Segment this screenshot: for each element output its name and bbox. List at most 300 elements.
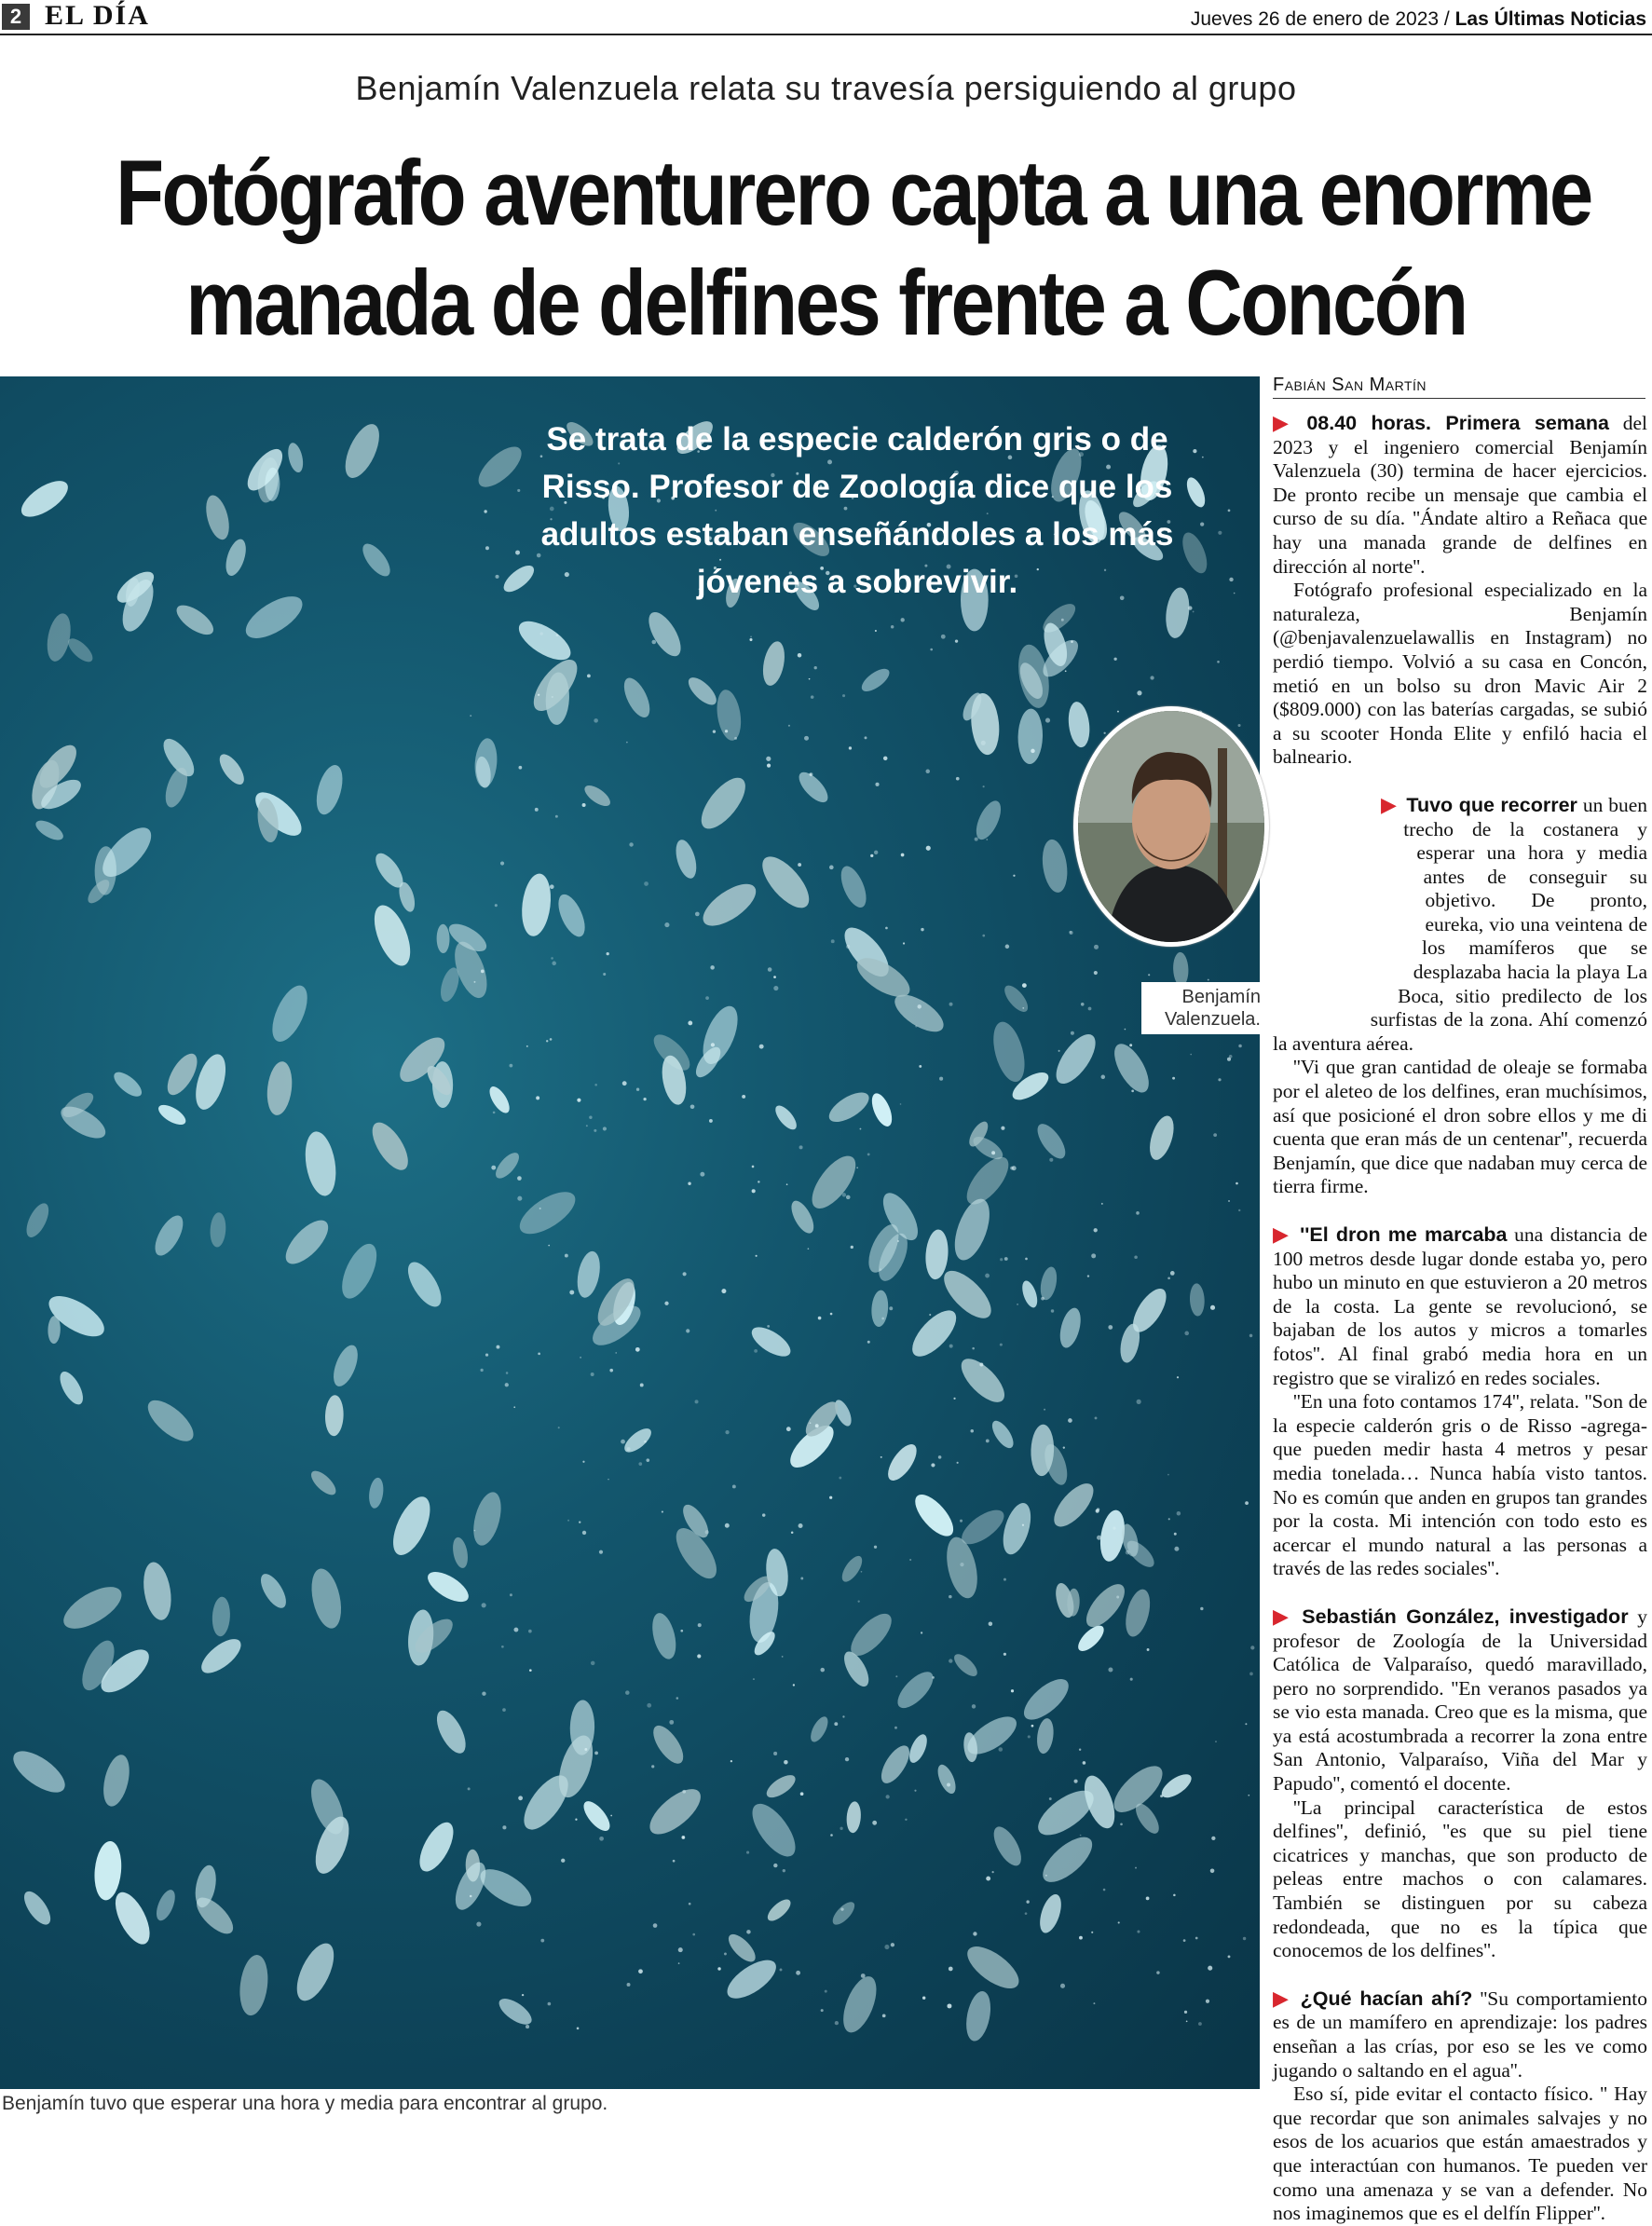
article-paragraph xyxy=(1273,1390,1647,1581)
dolphin-shape xyxy=(971,798,1005,843)
water-sparkle xyxy=(608,1479,609,1481)
water-sparkle xyxy=(579,1521,580,1523)
water-sparkle xyxy=(652,640,657,645)
dolphin-shape xyxy=(906,1732,931,1766)
dolphin-shape xyxy=(1049,1028,1103,1089)
dolphin-shape xyxy=(358,539,395,580)
dolphin-shape xyxy=(621,1425,655,1456)
dolphin-shape xyxy=(367,1477,385,1509)
red-arrow-icon: ▶ xyxy=(1273,412,1298,435)
dolphin-shape xyxy=(950,1650,980,1680)
water-sparkle xyxy=(1156,1971,1159,1973)
water-sparkle xyxy=(865,736,867,739)
dolphin-shape xyxy=(825,1086,874,1127)
water-sparkle xyxy=(1236,1182,1238,1185)
water-sparkle xyxy=(584,1748,587,1751)
water-sparkle xyxy=(1248,1795,1249,1796)
water-sparkle xyxy=(1184,1332,1189,1336)
dolphin-shape xyxy=(908,1488,960,1542)
dolphin-shape xyxy=(329,1342,362,1389)
water-sparkle xyxy=(756,1255,758,1257)
water-sparkle xyxy=(1218,1078,1221,1081)
water-sparkle xyxy=(773,986,778,990)
dolphin-shape xyxy=(212,1596,231,1637)
dolphin-shape xyxy=(1158,1769,1195,1802)
water-sparkle xyxy=(551,957,553,960)
dolphin-shape xyxy=(672,838,700,881)
water-sparkle xyxy=(901,854,905,857)
water-sparkle xyxy=(682,1837,684,1838)
water-sparkle xyxy=(1001,1127,1004,1130)
water-sparkle xyxy=(705,1530,709,1534)
dolphin-shape xyxy=(998,1500,1036,1558)
water-sparkle xyxy=(1011,1689,1014,1692)
water-sparkle xyxy=(644,881,649,886)
water-sparkle xyxy=(815,1424,819,1427)
water-sparkle xyxy=(1193,611,1195,613)
water-sparkle xyxy=(800,1792,804,1796)
water-sparkle xyxy=(881,1318,884,1320)
water-sparkle xyxy=(949,1595,952,1599)
water-sparkle xyxy=(875,783,879,786)
dolphin-shape xyxy=(836,863,871,911)
water-sparkle xyxy=(1068,1418,1072,1423)
water-sparkle xyxy=(638,1969,643,1973)
dolphin-shape xyxy=(763,1770,799,1801)
water-sparkle xyxy=(627,1983,631,1987)
dolphin-shape xyxy=(989,1417,1017,1452)
water-sparkle xyxy=(1215,1741,1217,1742)
water-sparkle xyxy=(1227,1058,1231,1061)
dolphin-shape xyxy=(249,785,308,843)
dolphin-shape xyxy=(1121,1587,1154,1639)
dateline xyxy=(1191,8,1646,31)
dolphin-shape xyxy=(1036,1829,1099,1890)
dolphin-shape xyxy=(867,1090,895,1129)
water-sparkle xyxy=(957,1462,959,1464)
water-sparkle xyxy=(1028,1735,1031,1738)
water-sparkle xyxy=(662,1510,663,1512)
water-sparkle xyxy=(986,839,988,840)
water-sparkle xyxy=(931,1463,935,1467)
water-sparkle xyxy=(1217,661,1220,663)
water-sparkle xyxy=(1208,1966,1212,1971)
dolphin-shape xyxy=(44,611,75,663)
dolphin-shape xyxy=(386,1492,438,1561)
water-sparkle xyxy=(580,1357,581,1359)
dolphin-shape xyxy=(413,1817,460,1877)
dolphin-shape xyxy=(110,1068,145,1100)
water-sparkle xyxy=(1206,2000,1209,2003)
dolphin-shape xyxy=(1040,838,1071,894)
water-sparkle xyxy=(885,927,888,930)
dolphin-shape xyxy=(57,1578,128,1637)
water-sparkle xyxy=(861,1571,863,1573)
water-sparkle xyxy=(979,1363,983,1367)
article-paragraph xyxy=(1273,579,1647,770)
water-sparkle xyxy=(1173,1894,1176,1897)
water-sparkle xyxy=(922,1996,925,1999)
water-sparkle xyxy=(734,737,737,740)
water-sparkle xyxy=(1148,974,1150,976)
water-sparkle xyxy=(1135,1867,1137,1869)
water-sparkle xyxy=(575,1819,577,1821)
dolphin-shape xyxy=(149,1211,188,1260)
water-sparkle xyxy=(1079,1749,1081,1751)
dolphin-shape xyxy=(935,1762,960,1796)
dolphin-shape xyxy=(7,1743,71,1800)
dolphin-shape xyxy=(648,1721,689,1769)
water-sparkle xyxy=(1134,1256,1138,1260)
water-sparkle xyxy=(607,952,609,955)
water-sparkle xyxy=(710,965,715,970)
water-sparkle xyxy=(594,718,598,723)
dolphin-shape xyxy=(693,771,753,836)
dolphin-shape xyxy=(99,1753,133,1809)
dolphin-shape xyxy=(279,1213,334,1270)
water-sparkle xyxy=(939,1077,943,1081)
red-arrow-icon: ▶ xyxy=(1273,1605,1293,1629)
water-sparkle xyxy=(1249,1673,1253,1676)
water-sparkle xyxy=(495,904,498,907)
water-sparkle xyxy=(653,1923,658,1928)
water-sparkle xyxy=(689,1903,691,1905)
water-sparkle xyxy=(1108,1668,1113,1673)
water-sparkle xyxy=(538,694,539,696)
dolphin-shape xyxy=(643,608,688,662)
water-sparkle xyxy=(1071,640,1073,643)
water-sparkle xyxy=(1250,1646,1254,1649)
water-sparkle xyxy=(929,1314,931,1316)
water-sparkle xyxy=(470,1895,472,1898)
water-sparkle xyxy=(773,976,776,978)
dolphin-shape xyxy=(473,737,499,788)
water-sparkle xyxy=(938,1455,942,1459)
water-sparkle xyxy=(840,1907,843,1910)
water-sparkle xyxy=(535,808,539,812)
water-sparkle xyxy=(1245,1723,1247,1725)
water-sparkle xyxy=(753,1678,755,1680)
water-sparkle xyxy=(829,1496,832,1499)
dolphin-shape xyxy=(290,1938,342,2006)
water-sparkle xyxy=(905,1819,907,1821)
dolphin-shape xyxy=(724,1930,759,1966)
water-sparkle xyxy=(589,1116,592,1119)
water-sparkle xyxy=(773,1864,777,1867)
water-sparkle xyxy=(1094,1228,1098,1232)
water-sparkle xyxy=(709,1119,713,1123)
water-sparkle xyxy=(799,1145,803,1149)
dolphin-shape xyxy=(1017,708,1044,764)
water-sparkle xyxy=(519,766,523,770)
water-sparkle xyxy=(1234,593,1236,594)
water-sparkle xyxy=(894,1727,897,1729)
water-sparkle xyxy=(780,1968,783,1971)
dolphin-shape xyxy=(892,1666,938,1714)
water-sparkle xyxy=(539,1208,541,1209)
dolphin-shape xyxy=(961,1939,1026,1997)
water-sparkle xyxy=(814,666,817,669)
dolphin-shape xyxy=(649,1611,680,1662)
water-sparkle xyxy=(1243,1937,1246,1940)
water-sparkle xyxy=(915,1025,917,1027)
water-sparkle xyxy=(1136,1211,1140,1215)
water-sparkle xyxy=(1083,1761,1086,1765)
water-sparkle xyxy=(513,1628,518,1632)
dolphin-shape xyxy=(1047,1477,1100,1533)
dolphin-shape xyxy=(954,1352,1011,1409)
portrait-photo xyxy=(1073,706,1269,947)
water-sparkle xyxy=(517,1196,522,1201)
water-sparkle xyxy=(506,1372,509,1374)
water-sparkle xyxy=(1228,510,1231,512)
dolphin-shape xyxy=(495,1994,536,2029)
water-sparkle xyxy=(621,1440,625,1444)
water-sparkle xyxy=(1168,1518,1170,1520)
water-sparkle xyxy=(638,1462,642,1466)
dolphin-shape xyxy=(1189,1283,1205,1317)
water-sparkle xyxy=(759,1045,764,1049)
dolphin-shape xyxy=(307,1467,340,1498)
dolphin-pod-illustration xyxy=(0,376,1260,2089)
water-sparkle xyxy=(949,1659,952,1662)
dolphin-shape xyxy=(905,1304,963,1363)
water-sparkle xyxy=(501,1646,504,1648)
water-sparkle xyxy=(577,1099,580,1102)
water-sparkle xyxy=(1167,1474,1169,1476)
water-sparkle xyxy=(695,1400,699,1403)
water-sparkle xyxy=(594,1129,596,1132)
water-sparkle xyxy=(1208,979,1209,981)
water-sparkle xyxy=(644,1441,647,1443)
water-sparkle xyxy=(1126,1550,1130,1555)
dolphin-shape xyxy=(882,1440,922,1485)
water-sparkle xyxy=(1130,1678,1133,1681)
water-sparkle xyxy=(673,1860,676,1863)
portrait-caption: Benjamín Valenzuela. xyxy=(1141,982,1268,1034)
water-sparkle xyxy=(1200,1607,1203,1610)
dolphin-shape xyxy=(876,1741,915,1788)
water-sparkle xyxy=(558,1427,560,1428)
water-sparkle xyxy=(1071,1031,1074,1035)
water-sparkle xyxy=(587,674,591,677)
water-sparkle xyxy=(949,1003,953,1006)
water-sparkle xyxy=(810,1422,812,1424)
water-sparkle xyxy=(1097,1508,1099,1510)
water-sparkle xyxy=(808,1248,810,1250)
water-sparkle xyxy=(947,1783,950,1787)
water-sparkle xyxy=(1137,1400,1141,1404)
dolphin-shape xyxy=(759,639,787,688)
dolphin-shape xyxy=(1001,982,1032,1016)
water-sparkle xyxy=(491,1166,496,1170)
dolphin-shape xyxy=(324,1395,344,1437)
dolphin-shape xyxy=(747,1321,795,1362)
water-sparkle xyxy=(1108,1325,1113,1330)
water-sparkle xyxy=(884,1945,889,1949)
water-sparkle xyxy=(975,838,978,841)
water-sparkle xyxy=(1081,1003,1085,1006)
water-sparkle xyxy=(711,1043,715,1046)
water-sparkle xyxy=(825,1990,827,1993)
water-sparkle xyxy=(834,1722,838,1726)
water-sparkle xyxy=(897,1240,899,1242)
water-sparkle xyxy=(646,1458,649,1462)
water-sparkle xyxy=(842,694,845,697)
water-sparkle xyxy=(867,1153,870,1155)
water-sparkle xyxy=(970,1429,974,1433)
water-sparkle xyxy=(1184,2011,1187,2014)
water-sparkle xyxy=(895,1675,897,1677)
water-sparkle xyxy=(664,922,669,927)
dolphin-shape xyxy=(237,1953,271,2017)
water-sparkle xyxy=(676,1697,679,1700)
water-sparkle xyxy=(1211,1837,1215,1840)
dolphin-shape xyxy=(265,1060,294,1117)
water-sparkle xyxy=(880,1268,882,1271)
water-sparkle xyxy=(1087,1275,1089,1277)
water-sparkle xyxy=(591,1372,594,1376)
water-sparkle xyxy=(870,854,873,857)
water-sparkle xyxy=(582,1461,584,1463)
article-paragraph xyxy=(1273,1056,1647,1199)
dolphins-aerial-photo xyxy=(0,376,1260,2089)
publication-name: Las Últimas Noticias xyxy=(1454,8,1646,30)
water-sparkle xyxy=(555,815,558,818)
water-sparkle xyxy=(609,1369,613,1372)
water-sparkle xyxy=(688,1021,692,1026)
water-sparkle xyxy=(1101,1203,1103,1205)
date: Jueves 26 de enero de 2023 / xyxy=(1190,8,1450,30)
water-sparkle xyxy=(1063,1446,1065,1448)
water-sparkle xyxy=(1065,670,1067,672)
water-sparkle xyxy=(476,1921,481,1926)
dolphin-shape xyxy=(172,600,219,640)
dolphin-shape xyxy=(581,782,614,810)
water-sparkle xyxy=(496,575,499,579)
water-sparkle xyxy=(1198,2022,1202,2026)
water-sparkle xyxy=(991,1151,995,1154)
dolphin-shape xyxy=(108,1887,157,1949)
dolphin-shape xyxy=(513,1183,582,1242)
dolphin-shape xyxy=(20,1887,56,1929)
water-sparkle xyxy=(1150,676,1154,679)
water-sparkle xyxy=(746,1851,749,1854)
water-sparkle xyxy=(1131,1090,1134,1093)
water-sparkle xyxy=(497,1345,500,1349)
water-sparkle xyxy=(1113,658,1116,661)
water-sparkle xyxy=(582,803,586,807)
water-sparkle xyxy=(874,1546,877,1549)
dolphin-shape xyxy=(451,1536,471,1570)
water-sparkle xyxy=(1000,1258,1003,1261)
water-sparkle xyxy=(474,1530,476,1532)
dolphin-shape xyxy=(153,1887,179,1923)
water-sparkle xyxy=(1013,875,1015,877)
water-sparkle xyxy=(1049,1797,1052,1800)
water-sparkle xyxy=(804,736,809,741)
water-sparkle xyxy=(500,862,504,866)
water-sparkle xyxy=(725,1523,730,1528)
water-sparkle xyxy=(861,1973,866,1978)
water-sparkle xyxy=(921,928,923,931)
dolphin-shape xyxy=(423,1566,473,1608)
paragraph-text: ''En una foto contamos 174'', relata. ''Son de la especie calderón gris o de Risso -agrega- que pueden medir hasta 4 metros y pesar media tonelada… Nunca había visto tantos. No es común que anden en grupos tan grandes por la costa. Mi intención con todo esto es acercar el mundo natural a las personas a través de las redes sociales''. xyxy=(1273,1390,1647,1580)
water-sparkle xyxy=(842,1715,844,1717)
water-sparkle xyxy=(591,1661,595,1666)
dolphin-shape xyxy=(989,1823,1027,1870)
water-sparkle xyxy=(985,1274,990,1278)
paragraph-text: y profesor de Zoología de la Universidad Católica de Valparaíso, quedó maravillado, pero no sorprendido. ''En veranos pasados ya se vio esta manada. Creo que es la misma, que ya está acostumbrada a recorrer la zona entre San Antonio, Valparaíso, Viña del Mar y Papudo'', comentó el docente. xyxy=(1273,1605,1647,1796)
dolphin-shape xyxy=(643,1782,708,1842)
water-sparkle xyxy=(550,884,554,889)
water-sparkle xyxy=(796,1971,800,1975)
water-sparkle xyxy=(882,2014,886,2017)
dolphin-shape xyxy=(307,1566,346,1632)
water-sparkle xyxy=(1025,1912,1028,1915)
article-paragraph xyxy=(1273,1987,1647,2083)
photo-caption: Benjamín tuvo que esperar una hora y media para encontrar al grupo. xyxy=(2,2093,608,2114)
dolphin-shape xyxy=(1080,1578,1131,1633)
water-sparkle xyxy=(610,1815,612,1817)
water-sparkle xyxy=(1088,1007,1092,1011)
water-sparkle xyxy=(762,1513,765,1516)
water-sparkle xyxy=(830,1313,833,1316)
water-sparkle xyxy=(846,1195,851,1200)
dolphin-shape xyxy=(845,1801,862,1834)
water-sparkle xyxy=(615,1352,617,1354)
article-paragraph xyxy=(1273,1223,1647,1390)
water-sparkle xyxy=(1045,1875,1047,1877)
water-sparkle xyxy=(1022,983,1027,988)
water-sparkle xyxy=(986,1440,990,1443)
dolphin-shape xyxy=(684,673,720,709)
article-body xyxy=(1273,412,1647,2226)
water-sparkle xyxy=(972,1347,975,1350)
water-sparkle xyxy=(640,1383,644,1386)
water-sparkle xyxy=(845,1757,849,1761)
water-sparkle xyxy=(960,1563,963,1566)
article-paragraph xyxy=(1273,412,1647,579)
water-sparkle xyxy=(538,1353,540,1356)
water-sparkle xyxy=(484,510,486,512)
dolphin-shape xyxy=(829,1898,858,1928)
water-sparkle xyxy=(810,773,812,776)
water-sparkle xyxy=(900,1103,902,1105)
water-sparkle xyxy=(522,1994,524,1996)
water-sparkle xyxy=(1003,1653,1006,1656)
water-sparkle xyxy=(932,1676,935,1679)
paragraph-text: una distancia de 100 metros desde lugar donde estaba yo, pero hubo un minuto en que estuvieron a 20 metros de la costa. La gente se revolucionó, se bajaban de los autos y micros a tomarles fotos''. Al final grabó media hora en un registro que se viralizó en redes sociales. xyxy=(1273,1223,1647,1389)
water-sparkle xyxy=(647,1703,651,1708)
water-sparkle xyxy=(949,1967,953,1972)
water-sparkle xyxy=(830,1834,833,1837)
water-sparkle xyxy=(1031,1725,1034,1728)
water-sparkle xyxy=(1228,1200,1230,1202)
water-sparkle xyxy=(482,1692,485,1696)
water-sparkle xyxy=(758,1181,759,1182)
dolphin-shape xyxy=(771,1102,800,1133)
water-sparkle xyxy=(695,912,700,917)
dolphin-shape xyxy=(948,1195,996,1264)
water-sparkle xyxy=(1005,945,1010,949)
water-sparkle xyxy=(867,1341,870,1344)
water-sparkle xyxy=(903,942,905,944)
water-sparkle xyxy=(934,1524,935,1526)
water-sparkle xyxy=(947,2003,951,2008)
water-sparkle xyxy=(1004,1257,1008,1261)
water-sparkle xyxy=(921,1632,922,1633)
